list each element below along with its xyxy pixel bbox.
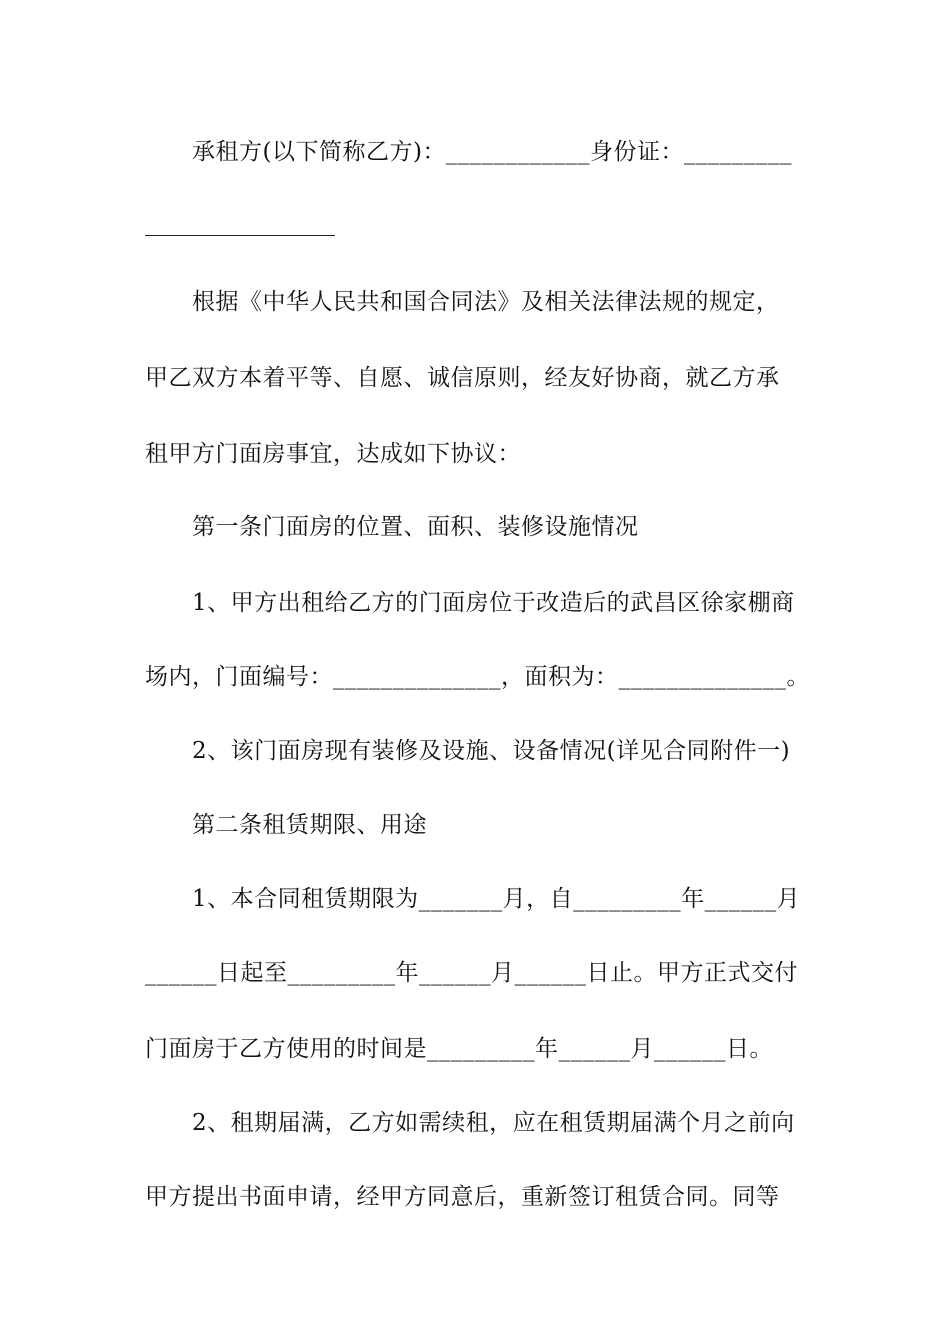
paragraph-line: 甲方提出书面申请，经甲方同意后，重新签订租赁合同。同等 <box>145 1184 780 1210</box>
article-1-heading: 第一条门面房的位置、面积、装修设施情况 <box>192 514 639 540</box>
paragraph-line: ______日起至_________年______月______日止。甲方正式交付 <box>145 960 798 986</box>
paragraph-line: 2、该门面房现有装修及设施、设备情况(详见合同附件一) <box>192 738 791 764</box>
article-2-heading: 第二条租赁期限、用途 <box>192 812 427 838</box>
paragraph-line: 租甲方门面房事宜，达成如下协议： <box>145 441 521 467</box>
id-number-continuation-underline <box>145 235 335 236</box>
paragraph-line: 门面房于乙方使用的时间是_________年______月______日。 <box>145 1036 773 1062</box>
paragraph-line: 2、租期届满，乙方如需续租，应在租赁期届满个月之前向 <box>192 1110 795 1136</box>
paragraph-line: 根据《中华人民共和国合同法》及相关法律法规的规定， <box>192 289 780 315</box>
paragraph-line: 1、本合同租赁期限为_______月，自_________年______月 <box>192 886 801 912</box>
lessee-line: 承租方(以下简称乙方)：____________身份证：_________ <box>192 139 792 165</box>
paragraph-line: 场内，门面编号：______________，面积为：______________。 <box>145 664 810 690</box>
paragraph-line: 1、甲方出租给乙方的门面房位于改造后的武昌区徐家棚商 <box>192 590 795 616</box>
paragraph-line: 甲乙双方本着平等、自愿、诚信原则，经友好协商，就乙方承 <box>145 365 780 391</box>
